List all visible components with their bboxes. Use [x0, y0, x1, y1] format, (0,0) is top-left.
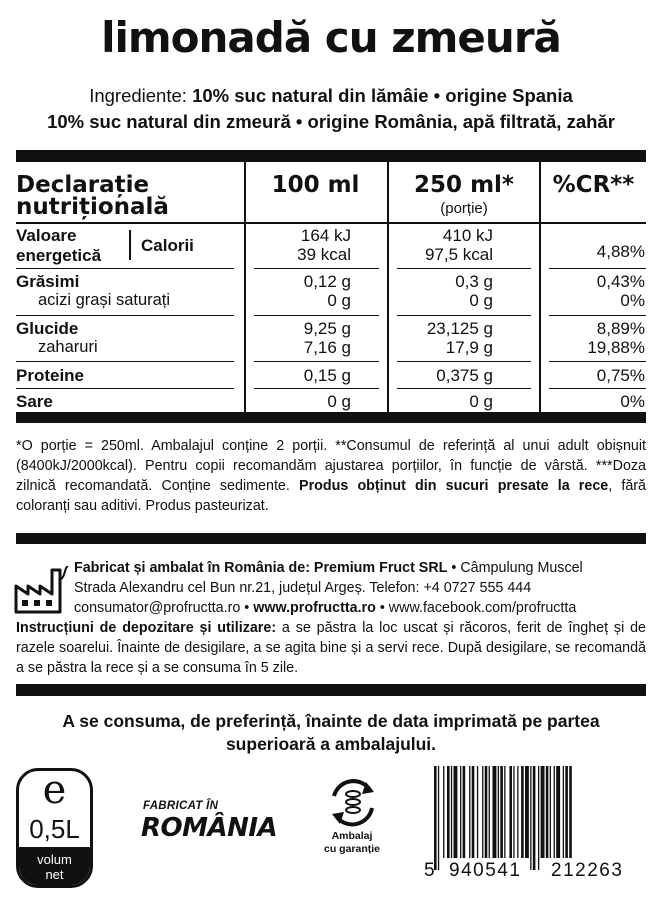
row-line — [16, 361, 234, 362]
recycling-guarantee-icon — [320, 778, 386, 828]
packaging-line-2: cu garanție — [323, 843, 381, 855]
storage-title: Instrucțiuni de depozitare și utilizare: — [16, 620, 277, 636]
barcode-group-1: 940541 — [449, 860, 522, 881]
fat-100: 0,12 g — [303, 272, 351, 291]
table-bottom-divider — [16, 412, 646, 423]
carbs-100: 9,25 g — [303, 319, 351, 338]
carbs-250: 23,125 g — [426, 319, 493, 338]
energy-250-kcal: 97,5 kcal — [424, 245, 493, 264]
header-col-label-1: Declarație — [16, 172, 150, 198]
barcode-bar — [556, 766, 560, 858]
barcode-bar — [438, 766, 439, 870]
energy-separator — [129, 230, 131, 260]
barcode-bar — [504, 766, 505, 858]
barcode-group-2: 212263 — [551, 860, 624, 881]
barcode-bar — [513, 766, 514, 858]
header-underline — [16, 222, 646, 224]
volume-badge — [16, 768, 93, 888]
contact-email: consumator@profructta.ro — [74, 600, 241, 616]
packaging-line-1: Ambalaj — [331, 830, 373, 842]
storage-divider — [16, 684, 646, 696]
ingredients-line-2: 10% suc natural din zmeură • origine România, apă filtrată, zahăr — [47, 111, 615, 132]
volume-label-2: net — [45, 867, 64, 882]
barcode-digit-1: 5 — [424, 860, 436, 881]
storage-instructions — [16, 618, 646, 678]
barcode-bar — [563, 766, 564, 858]
header-col-label-2: nutrițională — [16, 194, 169, 220]
ingredients-prefix: Ingrediente: — [89, 85, 193, 106]
notes-divider — [16, 533, 646, 544]
e-mark-icon: e — [42, 768, 67, 813]
footnotes-text: *O porție = 250ml. Ambalajul conține 2 porții. **Consumul de referință al unui adult obișnuit (8400kJ/2000kcal). Pentru copii recomandăm ajustarea porțiilor, în funcție de vârstă. ***Doza zilnică recomandată. Conține sedimente. — [16, 438, 646, 494]
barcode-bar — [509, 766, 512, 858]
energy-label-1: Valoare — [16, 226, 77, 245]
barcode-bar — [469, 766, 470, 858]
energy-cr: 4,88% — [596, 242, 645, 261]
salt-label: Sare — [16, 392, 53, 411]
manufacturer-address: Strada Alexandru cel Bun nr.21, județul Argeș. Telefon: +4 0727 555 444 — [74, 580, 532, 596]
barcode-bar — [443, 766, 444, 858]
row-line — [254, 268, 379, 269]
manufacturer-contacts — [74, 598, 646, 618]
volume-value: 0,5L — [29, 814, 80, 844]
barcode-bar — [546, 766, 549, 858]
energy-100-kj: 164 kJ — [300, 226, 351, 245]
protein-label: Proteine — [16, 366, 85, 385]
manufacturer-name: Fabricat și ambalat în România de: Premium Fruct SRL — [74, 560, 448, 576]
contact-facebook: www.facebook.com/profructta — [388, 600, 577, 616]
barcode-bar — [525, 766, 529, 858]
row-line — [549, 315, 646, 316]
energy-250-kj: 410 kJ — [442, 226, 493, 245]
factory-icon — [14, 566, 70, 614]
manufacturer-city: • Câmpulung Muscel — [447, 560, 583, 576]
sugars-250: 17,9 g — [445, 338, 493, 357]
row-line — [397, 315, 531, 316]
saturates-cr: 0% — [620, 291, 645, 310]
ingredients-lemon: 10% suc natural din lămâie • origine Spania — [192, 85, 573, 106]
protein-250: 0,375 g — [436, 366, 493, 385]
row-line — [254, 361, 379, 362]
made-in-small: FABRICAT ÎN — [143, 800, 219, 812]
row-line — [254, 315, 379, 316]
storage-text: a se păstra la loc uscat și răcoros, ferit de îngheț și de razele soarelui. Înainte de desigilare, a se agita bine și a servi rece. După desigilare, se recomandă a se păstra la rece și a se consuma în 5 zile. — [16, 620, 646, 676]
salt-100: 0 g — [327, 392, 351, 411]
energy-100-kcal: 39 kcal — [297, 245, 351, 264]
energy-label-2: energetică — [16, 246, 102, 265]
fat-250: 0,3 g — [455, 272, 493, 291]
energy-calories-label: Calorii — [141, 236, 194, 255]
barcode-bar — [463, 766, 466, 858]
row-line — [16, 315, 234, 316]
row-line — [397, 361, 531, 362]
barcode-bar — [482, 766, 483, 858]
product-title: limonadă cu zmeură — [101, 13, 561, 62]
carbs-label: Glucide — [16, 319, 79, 338]
row-line — [549, 361, 646, 362]
footnotes — [16, 436, 646, 516]
barcode-bar — [521, 766, 524, 858]
made-in-country: ROMÂNIA — [141, 813, 278, 843]
salt-cr: 0% — [620, 392, 645, 411]
row-line — [254, 388, 379, 389]
barcode-bar — [477, 766, 478, 858]
manufacturer-line-1 — [74, 558, 646, 578]
protein-cr: 0,75% — [596, 366, 645, 385]
row-line — [549, 268, 646, 269]
fat-label: Grăsimi — [16, 272, 80, 291]
barcode-bar — [517, 766, 518, 858]
saturates-100: 0 g — [327, 291, 351, 310]
carbs-cr: 8,89% — [596, 319, 645, 338]
barcode-bar — [530, 766, 531, 870]
row-line — [16, 268, 234, 269]
best-before-line-1: A se consuma, de preferință, înainte de data imprimată pe partea — [62, 711, 600, 731]
header-100ml: 100 ml — [271, 172, 360, 198]
volume-label — [19, 847, 90, 888]
sugars-cr: 19,88% — [587, 338, 645, 357]
top-divider — [16, 150, 646, 162]
ingredients-line-1 — [0, 84, 662, 108]
salt-250: 0 g — [469, 392, 493, 411]
contact-sep: • — [240, 600, 254, 616]
barcode-bar — [454, 766, 458, 858]
sugars-label: zaharuri — [38, 338, 98, 356]
header-250ml: 250 ml* — [414, 172, 514, 198]
barcode-bar — [533, 766, 536, 870]
fat-cr: 0,43% — [596, 272, 645, 291]
barcode-bar — [485, 766, 488, 858]
row-line — [397, 388, 531, 389]
contact-website: www.profructta.ro — [253, 600, 376, 616]
barcode-bar — [493, 766, 497, 858]
barcode-bar — [434, 766, 437, 870]
header-cr: %CR** — [552, 172, 635, 198]
barcode-bar — [447, 766, 450, 858]
barcode-bar — [550, 766, 551, 858]
row-line — [549, 388, 646, 389]
header-portion: (porție) — [440, 200, 488, 217]
contact-sep: • — [375, 600, 389, 616]
barcode-bar — [489, 766, 490, 858]
barcode-bar — [554, 766, 555, 858]
row-line — [16, 388, 234, 389]
barcode-bar — [460, 766, 461, 858]
nutrition-table — [16, 162, 646, 412]
row-line — [397, 268, 531, 269]
barcode-bar — [498, 766, 499, 858]
saturates-label: acizi grași saturați — [38, 291, 171, 309]
protein-100: 0,15 g — [303, 366, 351, 385]
best-before-line-2: superioară a ambalajului. — [225, 734, 437, 754]
barcode-bar — [541, 766, 545, 858]
barcode-bar — [451, 766, 452, 858]
packaging-label — [300, 830, 404, 856]
volume-label-1: volum — [37, 852, 72, 867]
footnotes-rest: , fără coloranți sau aditivi. Produs pasteurizat. — [16, 478, 647, 514]
barcode-bar — [569, 766, 572, 858]
saturates-250: 0 g — [469, 291, 493, 310]
barcode-bar — [538, 766, 539, 870]
barcode-bar — [500, 766, 503, 858]
sugars-100: 7,16 g — [303, 338, 351, 357]
barcode-bar — [472, 766, 475, 858]
barcode-bar — [565, 766, 568, 858]
footnotes-bold: Produs obținut din sucuri presate la rece — [299, 478, 609, 494]
